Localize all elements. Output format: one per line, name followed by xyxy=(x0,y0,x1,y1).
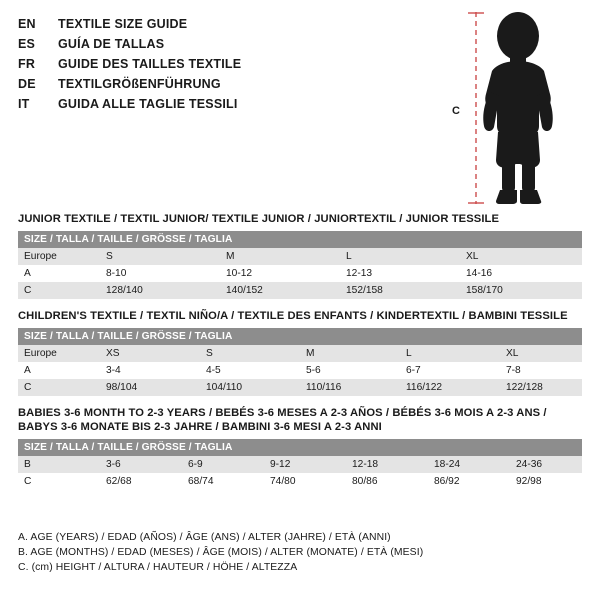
cell: M xyxy=(300,345,400,362)
cell: 10-12 xyxy=(220,265,340,282)
cell: XS xyxy=(100,345,200,362)
cell: 12-18 xyxy=(346,456,428,473)
legend-line-b: B. AGE (MONTHS) / EDAD (MESES) / ÂGE (MOIS) / ALTER (MONATE) / ETÀ (MESI) xyxy=(18,547,424,558)
junior-textile-block xyxy=(18,212,582,299)
children-textile-title: CHILDREN'S TEXTILE / TEXTIL NIÑO/A / TEXTILE DES ENFANTS / KINDERTEXTIL / BAMBINI TESSILE xyxy=(18,310,568,322)
table-row xyxy=(18,282,582,299)
cell: XL xyxy=(460,248,582,265)
cell: 14-16 xyxy=(460,265,582,282)
row-label: Europe xyxy=(18,248,100,265)
cell: 128/140 xyxy=(100,282,220,299)
cell: 92/98 xyxy=(510,473,582,490)
babies-textile-table xyxy=(18,439,582,490)
language-code-es: ES xyxy=(18,37,36,51)
cell: 110/116 xyxy=(300,379,400,396)
table-header-row xyxy=(18,328,582,345)
size-tables xyxy=(18,212,582,494)
table-row xyxy=(18,248,582,265)
legend-footer xyxy=(18,530,578,575)
cell: M xyxy=(220,248,340,265)
table-header-row xyxy=(18,231,582,248)
junior-textile-title: JUNIOR TEXTILE / TEXTIL JUNIOR/ TEXTILE JUNIOR / JUNIORTEXTIL / JUNIOR TESSILE xyxy=(18,213,500,225)
language-code-en: EN xyxy=(18,17,36,31)
cell: 152/158 xyxy=(340,282,460,299)
language-row-fr xyxy=(18,54,438,74)
row-label: C xyxy=(18,282,100,299)
cell: 9-12 xyxy=(264,456,346,473)
language-title-fr: GUIDE DES TAILLES TEXTILE xyxy=(58,57,242,71)
cell: 18-24 xyxy=(428,456,510,473)
cell: L xyxy=(400,345,500,362)
cell: 7-8 xyxy=(500,362,582,379)
junior-size-header: SIZE / TALLA / TAILLE / GRÖSSE / TAGLIA xyxy=(18,231,582,248)
table-header-row xyxy=(18,439,582,456)
table-row xyxy=(18,456,582,473)
language-row-it xyxy=(18,94,438,114)
child-silhouette-shape xyxy=(483,12,553,204)
table-row xyxy=(18,379,582,396)
cell: 8-10 xyxy=(100,265,220,282)
cell: 6-7 xyxy=(400,362,500,379)
cell: 68/74 xyxy=(182,473,264,490)
children-textile-block xyxy=(18,309,582,396)
row-label: A xyxy=(18,265,100,282)
language-row-de xyxy=(18,74,438,94)
cell: S xyxy=(200,345,300,362)
babies-size-header: SIZE / TALLA / TAILLE / GRÖSSE / TAGLIA xyxy=(18,439,582,456)
cell: 98/104 xyxy=(100,379,200,396)
table-row xyxy=(18,473,582,490)
babies-textile-title: BABIES 3-6 MONTH TO 2-3 YEARS / BEBÉS 3-6 MESES A 2-3 AÑOS / BÉBÉS 3-6 MOIS A 2-3 ANS / BABYS 3-6 MONATE BIS 2-3 JAHRE / BAMBINI 3-6 MESI A 2-3 ANNI xyxy=(18,407,547,433)
table-row xyxy=(18,265,582,282)
cell: 86/92 xyxy=(428,473,510,490)
cell: S xyxy=(100,248,220,265)
cell: 116/122 xyxy=(400,379,500,396)
cell: 6-9 xyxy=(182,456,264,473)
cell: 104/110 xyxy=(200,379,300,396)
language-title-it: GUIDA ALLE TAGLIE TESSILI xyxy=(58,97,238,111)
cell: 158/170 xyxy=(460,282,582,299)
language-code-fr: FR xyxy=(18,57,36,71)
language-code-de: DE xyxy=(18,77,36,91)
row-label: C xyxy=(18,473,100,490)
language-title-en: TEXTILE SIZE GUIDE xyxy=(58,17,188,31)
language-title-de: TEXTILGRÖßENFÜHRUNG xyxy=(58,77,221,91)
children-size-header: SIZE / TALLA / TAILLE / GRÖSSE / TAGLIA xyxy=(18,328,582,345)
cell: 5-6 xyxy=(300,362,400,379)
cell: 24-36 xyxy=(510,456,582,473)
cell: 3-6 xyxy=(100,456,182,473)
language-row-es xyxy=(18,34,438,54)
cell: 3-4 xyxy=(100,362,200,379)
language-code-it: IT xyxy=(18,97,30,111)
cell: 74/80 xyxy=(264,473,346,490)
row-label: Europe xyxy=(18,345,100,362)
row-label: C xyxy=(18,379,100,396)
table-row xyxy=(18,345,582,362)
legend-line-a: A. AGE (YEARS) / EDAD (AÑOS) / ÂGE (ANS) / ALTER (JAHRE) / ETÀ (ANNI) xyxy=(18,532,391,543)
cell: 80/86 xyxy=(346,473,428,490)
cell: XL xyxy=(500,345,582,362)
language-header xyxy=(18,14,438,114)
cell: 62/68 xyxy=(100,473,182,490)
height-measure-label: C xyxy=(452,105,460,117)
language-row-en xyxy=(18,14,438,34)
table-row xyxy=(18,362,582,379)
row-label: A xyxy=(18,362,100,379)
babies-textile-block xyxy=(18,406,582,490)
row-label: B xyxy=(18,456,100,473)
cell: 4-5 xyxy=(200,362,300,379)
child-silhouette-figure xyxy=(448,8,588,208)
cell: L xyxy=(340,248,460,265)
cell: 122/128 xyxy=(500,379,582,396)
cell: 12-13 xyxy=(340,265,460,282)
legend-line-c: C. (cm) HEIGHT / ALTURA / HAUTEUR / HÖHE / ALTEZZA xyxy=(18,562,298,573)
children-textile-table xyxy=(18,328,582,396)
cell: 140/152 xyxy=(220,282,340,299)
junior-textile-table xyxy=(18,231,582,299)
language-title-es: GUÍA DE TALLAS xyxy=(58,37,165,51)
